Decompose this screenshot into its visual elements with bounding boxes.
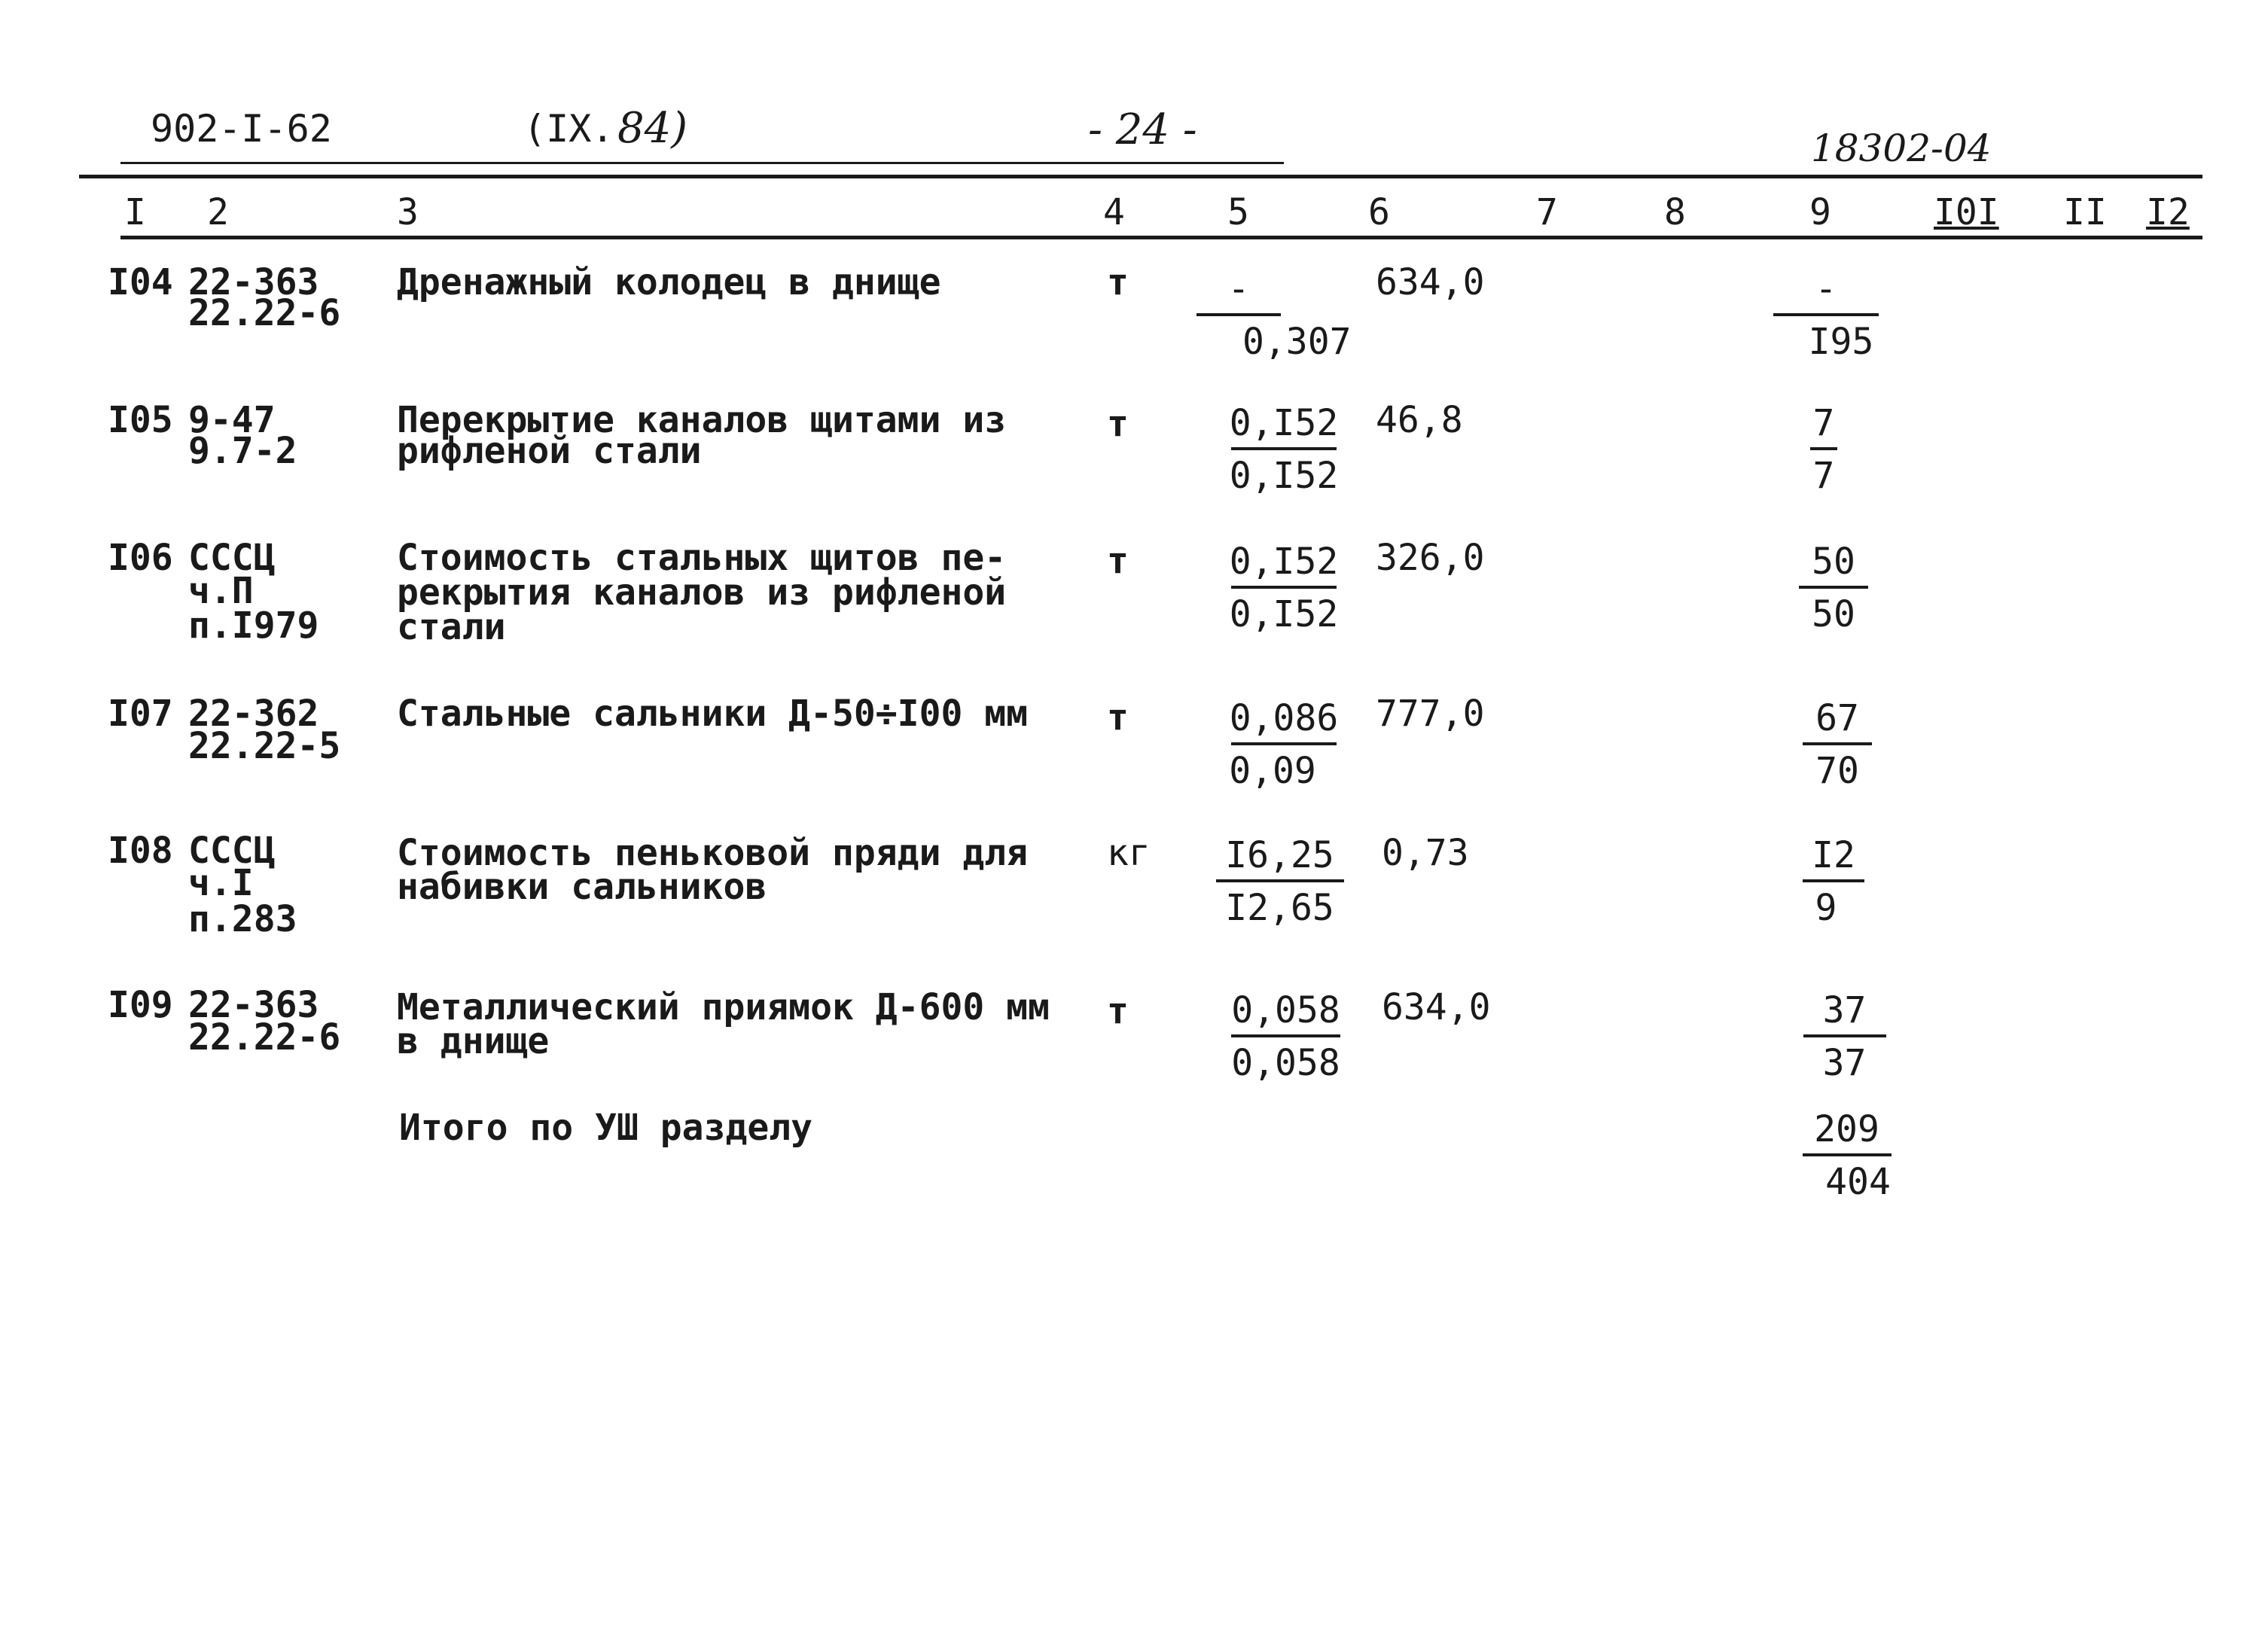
column-header: I2 (2146, 191, 2190, 233)
fraction-bar (1231, 447, 1337, 450)
norm-code-line: 9-47 (188, 399, 276, 441)
item-description-line: Стоимость пеньковой пряди для (397, 832, 1029, 874)
quantity-numerator: 0,I52 (1229, 402, 1339, 444)
item-description-line: Стальные сальники Д-50÷I00 мм (397, 693, 1029, 735)
quantity-fraction (1227, 402, 1340, 497)
column-header: 9 (1809, 191, 1831, 233)
norm-code-line: 22.22-6 (188, 292, 341, 334)
unit: т (1107, 696, 1129, 739)
row-number: I06 (108, 537, 173, 579)
unit-price: 634,0 (1382, 986, 1491, 1028)
header-underline (120, 162, 1284, 164)
fraction-bar (1799, 586, 1868, 589)
quantity-denominator: 0,I52 (1229, 455, 1339, 497)
quantity-numerator: 0,I52 (1229, 541, 1339, 583)
cost-fraction (1800, 697, 1875, 792)
fraction-bar (1231, 1034, 1340, 1037)
row-number: I07 (108, 693, 173, 735)
quantity-fraction (1214, 834, 1346, 929)
norm-code-line: 22-363 (188, 261, 319, 303)
item-description-line: Дренажный колодец в днище (397, 261, 941, 303)
unit-price: 0,73 (1382, 832, 1469, 874)
norm-code-line: ч.I (188, 862, 254, 904)
norm-code-line: ч.П (188, 570, 254, 612)
fraction-bar (1196, 313, 1281, 316)
fraction-bar (1810, 447, 1837, 450)
unit-price: 46,8 (1376, 399, 1463, 441)
table-top-rule (79, 175, 2202, 178)
cost-denominator: 7 (1812, 455, 1835, 497)
unit: т (1107, 990, 1129, 1032)
cost-denominator: 70 (1815, 750, 1859, 792)
section-total-label: Итого по УШ разделу (399, 1107, 813, 1149)
quantity-denominator: 0,058 (1231, 1042, 1340, 1084)
section-total-denominator: 404 (1825, 1161, 1891, 1203)
column-header: 4 (1103, 191, 1125, 233)
document-code: 902-I-62 (151, 107, 332, 151)
fraction-bar (1803, 1034, 1886, 1037)
quantity-denominator: I2,65 (1225, 887, 1334, 929)
norm-code-line: п.I979 (188, 605, 319, 647)
cost-fraction (1801, 989, 1888, 1084)
norm-code-line: 22-362 (188, 693, 319, 735)
norm-code-line: СССЦ (188, 830, 276, 872)
fraction-bar (1803, 879, 1864, 882)
fraction-bar (1773, 313, 1879, 316)
cost-fraction (1770, 268, 1882, 363)
cost-numerator: I2 (1812, 834, 1855, 876)
row-number: I05 (108, 399, 173, 441)
item-description-line: набивки сальников (397, 866, 767, 908)
item-description-line: рифленой стали (397, 430, 702, 472)
unit: т (1107, 540, 1129, 582)
section-total-fraction (1800, 1108, 1894, 1203)
row-number: I04 (108, 261, 173, 303)
quantity-denominator: 0,307 (1242, 321, 1352, 363)
cost-numerator: 37 (1822, 989, 1867, 1031)
archive-number: 18302-04 (1811, 126, 1992, 170)
column-header: II (2063, 191, 2107, 233)
cost-numerator: 7 (1812, 402, 1835, 444)
fraction-bar (1216, 879, 1344, 882)
fraction-bar (1231, 742, 1337, 745)
column-header: 8 (1664, 191, 1686, 233)
norm-code-line: 22-363 (188, 984, 319, 1026)
cost-numerator: 50 (1812, 541, 1855, 583)
column-header: 2 (207, 191, 229, 233)
column-header: 6 (1368, 191, 1390, 233)
norm-code-line: СССЦ (188, 537, 276, 579)
cost-denominator: I95 (1808, 321, 1874, 363)
quantity-denominator: 0,I52 (1229, 593, 1339, 635)
cost-fraction (1801, 402, 1846, 497)
column-header: I0I (1934, 191, 1999, 233)
quantity-numerator: I6,25 (1225, 834, 1334, 876)
row-number: I09 (108, 984, 173, 1026)
unit: кг (1107, 832, 1151, 874)
column-header-rule (120, 236, 2202, 239)
item-description-line: рекрытия каналов из рифленой (397, 571, 1007, 614)
cost-fraction (1800, 834, 1867, 929)
unit-price: 634,0 (1376, 261, 1485, 303)
quantity-denominator: 0,09 (1229, 750, 1316, 792)
unit: т (1107, 403, 1129, 445)
norm-code-line: 22.22-5 (188, 725, 341, 767)
norm-code-line: 22.22-6 (188, 1016, 341, 1059)
column-header: 5 (1227, 191, 1249, 233)
row-number: I08 (108, 830, 173, 872)
page-number: - 24 - (1088, 105, 1197, 154)
revision-handwritten: 84) (617, 104, 688, 153)
norm-code-line: 9.7-2 (188, 430, 297, 472)
section-total-numerator: 209 (1814, 1108, 1879, 1150)
column-header: 3 (397, 191, 419, 233)
unit-price: 777,0 (1376, 693, 1485, 735)
quantity-numerator: 0,058 (1231, 989, 1340, 1031)
cost-fraction (1792, 541, 1875, 635)
quantity-fraction (1227, 541, 1340, 635)
column-header: 7 (1536, 191, 1558, 233)
norm-code-line: п.283 (188, 898, 297, 940)
fraction-bar (1803, 742, 1872, 745)
unit-price: 326,0 (1376, 537, 1485, 579)
fraction-bar (1231, 586, 1337, 589)
cost-denominator: 9 (1815, 887, 1837, 929)
item-description-line: в днище (397, 1020, 550, 1062)
quantity-fraction (1227, 697, 1340, 792)
cost-denominator: 37 (1822, 1042, 1867, 1084)
cost-numerator: - (1815, 268, 1837, 310)
unit: т (1107, 261, 1129, 303)
item-description-line: стали (397, 606, 506, 648)
item-description-line: Перекрытие каналов щитами из (397, 399, 1007, 441)
quantity-fraction (1190, 268, 1352, 363)
quantity-numerator: 0,086 (1229, 697, 1339, 739)
item-description-line: Металлический приямок Д-600 мм (397, 986, 1050, 1028)
item-description-line: Стоимость стальных щитов пе- (397, 537, 1007, 579)
quantity-numerator: - (1227, 268, 1250, 310)
cost-denominator: 50 (1812, 593, 1855, 635)
quantity-fraction (1227, 989, 1344, 1084)
revision-label: (IX. (523, 107, 614, 151)
column-header: I (124, 191, 146, 233)
fraction-bar (1803, 1153, 1892, 1156)
cost-numerator: 67 (1815, 697, 1859, 739)
